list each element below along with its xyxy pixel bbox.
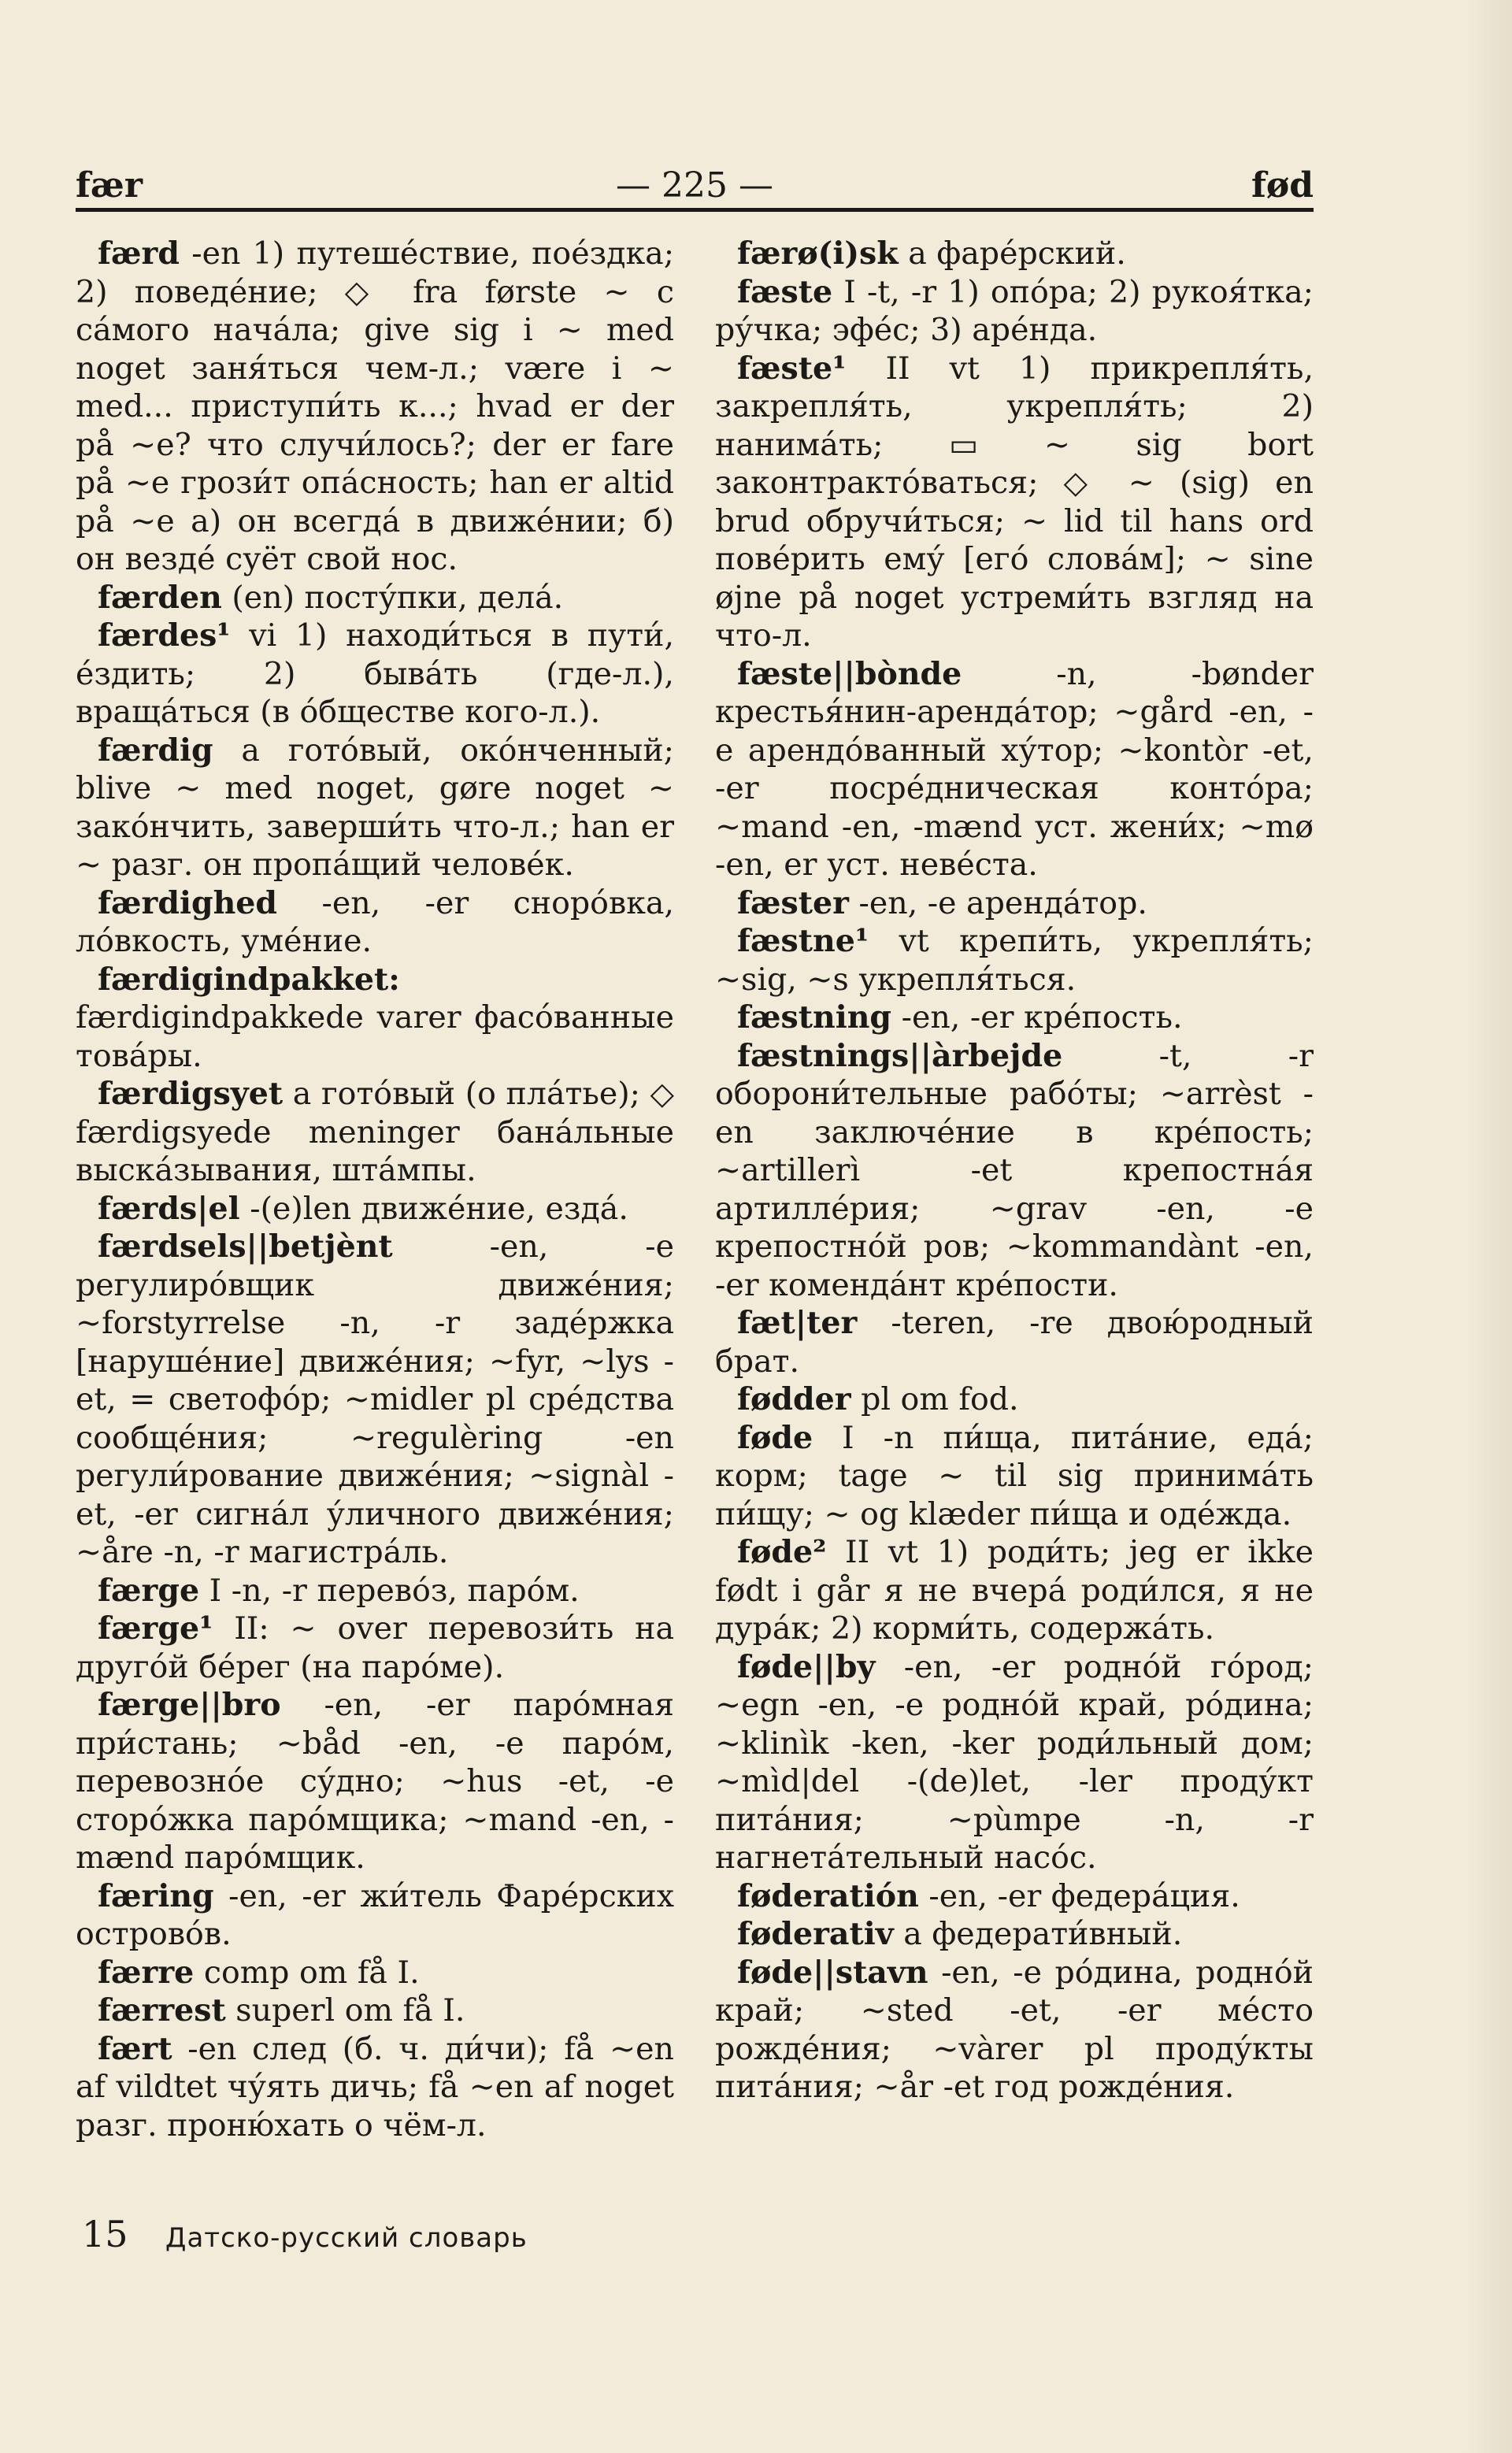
dictionary-entry: [76, 2030, 674, 2145]
entry-headword: fært: [98, 2030, 172, 2067]
entry-headword: fæste||bònde: [737, 655, 962, 692]
entry-headword: færden: [98, 579, 222, 616]
dictionary-entry: [76, 235, 674, 579]
entry-headword: føde||by: [737, 1648, 876, 1685]
entry-definition: superl om få I.: [225, 1992, 465, 2029]
dictionary-entry: [76, 1190, 674, 1228]
entry-definition: I -t, -r 1) опо́ра; 2) рукоя́тка; ру́чка; эфе́с; 3) аре́нда.: [715, 273, 1314, 348]
signature-number: 15: [82, 2213, 128, 2255]
dictionary-entry: [76, 1610, 674, 1686]
entry-headword: færdighed: [98, 884, 278, 921]
entry-headword: færge¹: [98, 1610, 213, 1647]
dictionary-entry: [76, 1572, 674, 1610]
entry-headword: færdsels||betjènt: [98, 1228, 393, 1265]
dictionary-entry: [715, 999, 1314, 1037]
entry-definition: II vt 1) роди́ть; jeg er ikke født i går я не вчера́ роди́лся, я не дура́к; 2) корми́ть, содержа́ть.: [715, 1534, 1314, 1647]
entry-headword: færdigindpakket:: [98, 961, 400, 998]
entry-headword: færø(i)sk: [737, 235, 899, 272]
entry-definition: vi 1) находи́ться в пути́, е́здить; 2) быва́ть (где-л.), враща́ться (в о́бществе кого-л.).: [76, 617, 674, 730]
entry-definition: -en, -e регулиро́вщик движе́ния; ~forstyrrelse -n, -r заде́ржка [наруше́ние] движе́ния; ~fyr, ~lys -et, = светофо́р; ~midler pl сре́дства сообще́ния; ~regulèring -en регули́рование движе́ния; ~signàl -et, -er сигна́л у́личного движе́ния; ~åre -n, -r магистра́ль.: [76, 1228, 674, 1570]
entry-definition: a федерати́вный.: [893, 1916, 1183, 1952]
entry-definition: vt крепи́ть, укрепля́ть; ~sig, ~s укрепля́ться.: [715, 923, 1314, 998]
dictionary-entry: [715, 1648, 1314, 1877]
dictionary-entry: [715, 922, 1314, 999]
entry-headword: færds|el: [98, 1190, 240, 1227]
dictionary-entry: [76, 1228, 674, 1572]
entry-definition: comp om få I.: [194, 1954, 420, 1991]
dictionary-entry: [76, 617, 674, 732]
dictionary-entry: [715, 655, 1314, 884]
entry-headword: færdes¹: [98, 617, 231, 654]
entry-headword: fødder: [737, 1381, 851, 1417]
page-edge-shadow: [1465, 0, 1512, 2453]
entry-headword: fæstnings||àrbejde: [737, 1037, 1063, 1074]
entry-definition: færdigindpakkede varer фасо́ванные това́ры.: [76, 999, 674, 1074]
dictionary-entry: [715, 1037, 1314, 1305]
entry-definition: -teren, -re двою́родный брат.: [715, 1305, 1314, 1380]
entry-headword: føde: [737, 1419, 813, 1456]
entry-headword: fæstne¹: [737, 923, 869, 959]
dictionary-entry: [76, 732, 674, 884]
entry-headword: fæt|ter: [737, 1305, 858, 1341]
dictionary-entry: [76, 1992, 674, 2030]
entry-definition: -n, -bønder крестья́нин-аренда́тор; ~gård -en, -e арендо́ванный ху́тор; ~kontòr -et, -er посре́дническая конто́ра; ~mand -en, -mænd уст. жени́х; ~mø -en, er уст. неве́ста.: [715, 655, 1314, 883]
entry-headword: føderativ: [737, 1916, 894, 1952]
entry-headword: færdig: [98, 732, 213, 769]
dictionary-entry: [76, 579, 674, 617]
dictionary-entry: [715, 1380, 1314, 1419]
entry-headword: færing: [98, 1877, 214, 1914]
header-first-word: fær: [76, 165, 143, 206]
entry-definition: -en, -er сноро́вка, ло́вкость, уме́ние.: [76, 884, 674, 959]
entry-definition: -en след (б. ч. ди́чи); få ~en af vildtet чу́ять дичь; få ~en af noget разг. проню́хать о чём-л.: [76, 2030, 674, 2144]
entry-headword: fæste: [737, 273, 833, 310]
entry-definition: -en 1) путеше́ствие, пое́здка; 2) поведе́ние; ◇ fra første ~ с са́мого нача́ла; give sig i ~ med noget заня́ться чем-л.; være i ~ med... приступи́ть к...; hvad er der på ~e? что случи́лось?; der er fare på ~e грози́т опа́сность; han er altid på ~e а) он всегда́ в движе́нии; б) он везде́ суёт свой нос.: [76, 235, 674, 577]
entry-headword: færdigsyet: [98, 1076, 284, 1112]
page-number: — 225 —: [616, 165, 773, 206]
entry-definition: II vt 1) прикрепля́ть, закрепля́ть, укрепля́ть; 2) нанима́ть; ▭ ~ sig bort законтракто́ваться; ◇ ~ (sig) en brud обручи́ться; ~ lid til hans ord пове́рить ему́ [его́ слова́м]; ~ sine øjne på noget устреми́ть взгляд на что-л.: [715, 350, 1314, 654]
right-column: [715, 235, 1314, 2107]
header-last-word: fød: [1251, 165, 1314, 206]
book-title: Датско-русский словарь: [165, 2222, 528, 2254]
dictionary-entry: [715, 1877, 1314, 1916]
entry-definition: -en, -e ро́дина, родно́й край; ~sted -et, -er ме́сто рожде́ния; ~vàrer pl проду́кты пита́ния; ~år -et год рожде́ния.: [715, 1954, 1314, 2105]
entry-definition: (en) посту́пки, дела́.: [221, 579, 564, 616]
entry-definition: pl om fod.: [850, 1381, 1019, 1417]
dictionary-entry: [76, 1686, 674, 1877]
entry-definition: II: ~ over перевози́ть на друго́й бе́рег (на паро́ме).: [76, 1610, 674, 1685]
dictionary-entry: [76, 884, 674, 961]
entry-headword: føde||stavn: [737, 1954, 928, 1991]
entry-headword: færge: [98, 1572, 200, 1609]
entry-definition: -en, -er федера́ция.: [918, 1877, 1240, 1914]
page-header: [76, 157, 1314, 213]
header-rule: [76, 208, 1314, 212]
dictionary-entry: [76, 961, 674, 1076]
dictionary-entry: [76, 1877, 674, 1954]
entry-definition: -t, -r оборони́тельные рабо́ты; ~arrèst -en заключе́ние в кре́пость; ~artillerì -et крепостна́я артилле́рия; ~grav -en, -e крепостно́й ров; ~kommandànt -en, -er коменда́нт кре́пости.: [715, 1037, 1314, 1303]
dictionary-entry: [715, 1533, 1314, 1648]
dictionary-entry: [76, 1075, 674, 1190]
entry-headword: føderatión: [737, 1877, 919, 1914]
entry-headword: fæste¹: [737, 350, 847, 387]
entry-definition: -en, -er родно́й го́род; ~egn -en, -e родно́й край, ро́дина; ~klinìk -ken, -ker роди́льный дом; ~mìd|del -(de)let, -ler проду́кт пита́ния; ~pùmpe -n, -r нагнета́тельный насо́с.: [715, 1648, 1314, 1876]
entry-headword: færge||bro: [98, 1687, 281, 1723]
entry-headword: fæster: [737, 884, 849, 921]
entry-definition: I -n, -r перево́з, паро́м.: [199, 1572, 580, 1609]
entry-definition: -en, -e аренда́тор.: [848, 884, 1147, 921]
entry-definition: -en, -er паро́мная при́стань; ~båd -en, -e паро́м, перевозно́е су́дно; ~hus -et, -e сторо́жка паро́мщика; ~mand -en, -mænd паро́мщик.: [76, 1687, 674, 1876]
dictionary-entry: [715, 884, 1314, 923]
entry-definition: a гото́вый (о пла́тье); ◇ færdigsyede meninger бана́льные выска́зывания, шта́мпы.: [76, 1076, 674, 1188]
dictionary-entry: [715, 1954, 1314, 2107]
entry-definition: -en, -er жи́тель Фаре́рских острово́в.: [76, 1877, 674, 1952]
dictionary-entry: [715, 273, 1314, 350]
dictionary-entry: [76, 1954, 674, 1992]
entry-definition: a гото́вый, око́нченный; blive ~ med noget, gøre noget ~ зако́нчить, заверши́ть что-л.; han er ~ разг. он пропа́щий челове́к.: [76, 732, 674, 883]
entry-definition: -(e)len движе́ние, езда́.: [239, 1190, 628, 1227]
entry-definition: a фаре́рский.: [898, 235, 1126, 272]
dictionary-entry: [715, 350, 1314, 655]
page-footer: [82, 2213, 528, 2255]
dictionary-entry: [715, 1304, 1314, 1380]
entry-headword: færre: [98, 1954, 195, 1991]
left-column: [76, 235, 674, 2144]
entry-headword: færd: [98, 235, 180, 272]
entry-headword: færrest: [98, 1992, 226, 2029]
dictionary-entry: [715, 1915, 1314, 1954]
entry-headword: fæstning: [737, 999, 892, 1036]
dictionary-entry: [715, 235, 1314, 273]
entry-definition: I -n пи́ща, пита́ние, еда́; корм; tage ~ til sig принима́ть пи́щу; ~ og klæder пи́ща и оде́жда.: [715, 1419, 1314, 1532]
dictionary-entry: [715, 1419, 1314, 1534]
entry-definition: -en, -er кре́пость.: [891, 999, 1183, 1036]
entry-headword: føde²: [737, 1534, 827, 1570]
